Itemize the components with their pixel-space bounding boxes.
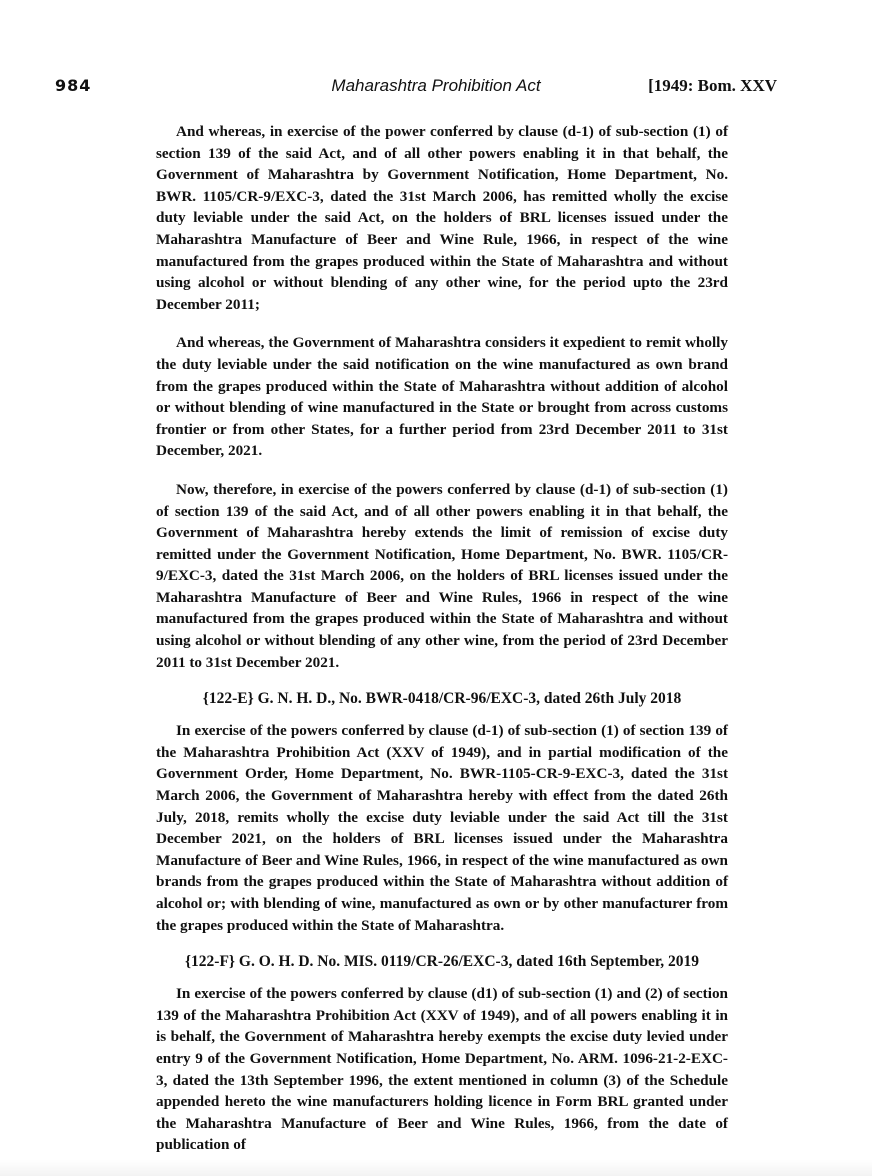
paragraph-whereas-2: And whereas, the Government of Maharashtra considers it expedient to remit wholly the duty leviable under the said notification on the wine manufactured as own brand from the grapes produced within the State of Maharashtra without addition of alcohol or without blending of wine manufactured in the State or brought from across customs frontier or from other States, for a further period from 23rd December 2011 to 31st December, 2021. xyxy=(156,334,728,460)
section-heading-122f: {122-F} G. O. H. D. No. MIS. 0119/CR-26/EXC-3, dated 16th September, 2019 xyxy=(184,953,700,971)
paragraph-122f: In exercise of the powers conferred by clause (d1) of sub-section (1) and (2) of section 139 of the Maharashtra Prohibition Act (XXV of 1949), and of all powers enabling it in is behalf, the Government of Maharashtra hereby exempts the excise duty levied under entry 9 of the Government Notification, Home Department, No. ARM. 1096-21-2-EXC-3, dated the 13th September 1996, the extent mentioned in column (3) of the Schedule appended hereto the wine manufacturers holding licence in Form BRL granted under the Maharashtra Manufacture of Beer and Wine Rules, 1966, from the date of publication of xyxy=(156,985,728,1154)
act-reference: [1949: Bom. XXV xyxy=(648,76,777,95)
running-header xyxy=(0,76,872,104)
section-heading-122e: {122-E} G. N. H. D., No. BWR-0418/CR-96/EXC-3, dated 26th July 2018 xyxy=(202,690,682,708)
paragraph-122e: In exercise of the powers conferred by clause (d-1) of sub-section (1) of section 139 of the Maharashtra Prohibition Act (XXV of 1949), and in partial modification of the Government Order, Home Department, No. BWR-1105-CR-9-EXC-3, dated the 31st March 2006, the Government of Maharashtra hereby with effect from the dated 26th July, 2018, remits wholly the excise duty leviable under the said Act till the 31st December 2021, on the holders of BRL licenses issued under the Maharashtra Manufacture of Beer and Wine Rules, 1966, in respect of the wine manufactured as own brands from the grapes produced within the State of Maharashtra without addition of alcohol or; with blending of wine, manufactured as own or by other manufacturer from the grapes produced within the State of Maharashtra. xyxy=(156,722,728,934)
paragraph-whereas-1: And whereas, in exercise of the power conferred by clause (d-1) of sub-section (1) of section 139 of the said Act, and of all other powers enabling it in that behalf, the Government of Maharashtra by Government Notification, Home Department, No. BWR. 1105/CR-9/EXC-3, dated the 31st March 2006, has remitted wholly the excise duty leviable under the said Act, on the holders of BRL licenses issued under the Maharashtra Manufacture of Beer and Wine Rule, 1966, in respect of the wine manufactured from the grapes produced within the State of Maharashtra and without using alcohol or without blending of any other wine, for the period upto the 23rd December 2011; xyxy=(156,123,728,313)
paragraph-now-therefore: Now, therefore, in exercise of the powers conferred by clause (d-1) of sub-section (1) of section 139 of the said Act, and of all other powers enabling it in that behalf, the Government of Maharashtra hereby extends the limit of remission of excise duty remitted under the Government Notification, Home Department, No. BWR. 1105/CR-9/EXC-3, dated the 31st March 2006, on the holders of BRL licenses issued under the Maharashtra Manufacture of Beer and Wine Rules, 1966 in respect of the wine manufactured from the grapes produced within the State of Maharashtra and without using alcohol or without blending of any other wine, from the period of 23rd December 2011 to 31st December 2021. xyxy=(156,480,728,671)
body-text xyxy=(156,121,728,1173)
running-title: Maharashtra Prohibition Act xyxy=(331,76,541,95)
page-number: 984 xyxy=(55,76,92,95)
scan-edge xyxy=(0,1160,872,1176)
